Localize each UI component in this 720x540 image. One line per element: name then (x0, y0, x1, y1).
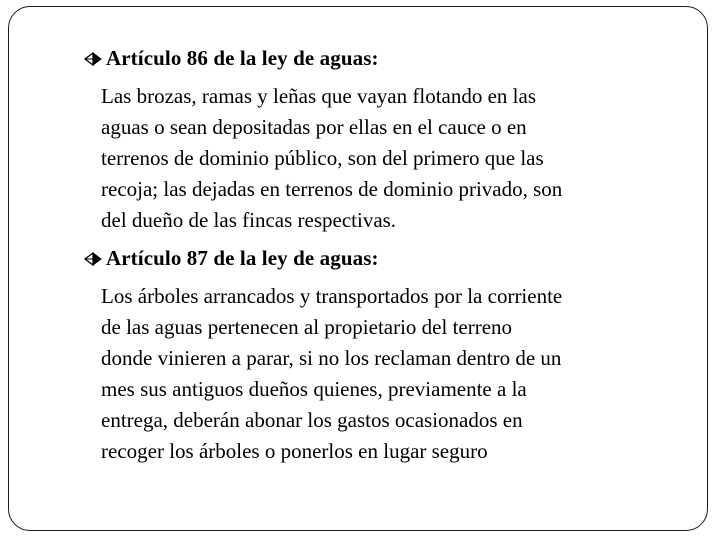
article-86-line: Las brozas, ramas y leñas que vayan flotando en las (101, 84, 537, 108)
article-86-line: recoja; las dejadas en terrenos de dominio privado, son (101, 177, 563, 201)
article-87-line: mes sus antiguos dueños quienes, previamente a la (101, 377, 527, 401)
article-87-line: recoger los árboles o ponerlos en lugar seguro (101, 439, 488, 463)
article-87-line: entrega, deberán abonar los gastos ocasionados en (101, 408, 523, 432)
right-triangle-bullet-icon (82, 251, 104, 267)
article-87-line: donde vinieren a parar, si no los reclaman dentro de un (101, 346, 562, 370)
article-86-title: Artículo 86 de la ley de aguas: (106, 46, 379, 70)
article-86-line: terrenos de dominio público, son del primero que las (101, 146, 544, 170)
article-87-line: Los árboles arrancados y transportados por la corriente (101, 284, 563, 308)
article-86-body (101, 81, 691, 236)
article-86-line: aguas o sean depositadas por ellas en el cauce o en (101, 115, 527, 139)
article-87-heading (82, 243, 379, 274)
article-87-line: de las aguas pertenecen al propietario del terreno (101, 315, 513, 339)
article-86-line: del dueño de las fincas respectivas. (101, 208, 397, 232)
article-87-title: Artículo 87 de la ley de aguas: (106, 246, 379, 270)
right-triangle-bullet-icon (82, 51, 104, 67)
article-86-heading (82, 43, 379, 74)
article-87-body (101, 281, 691, 467)
